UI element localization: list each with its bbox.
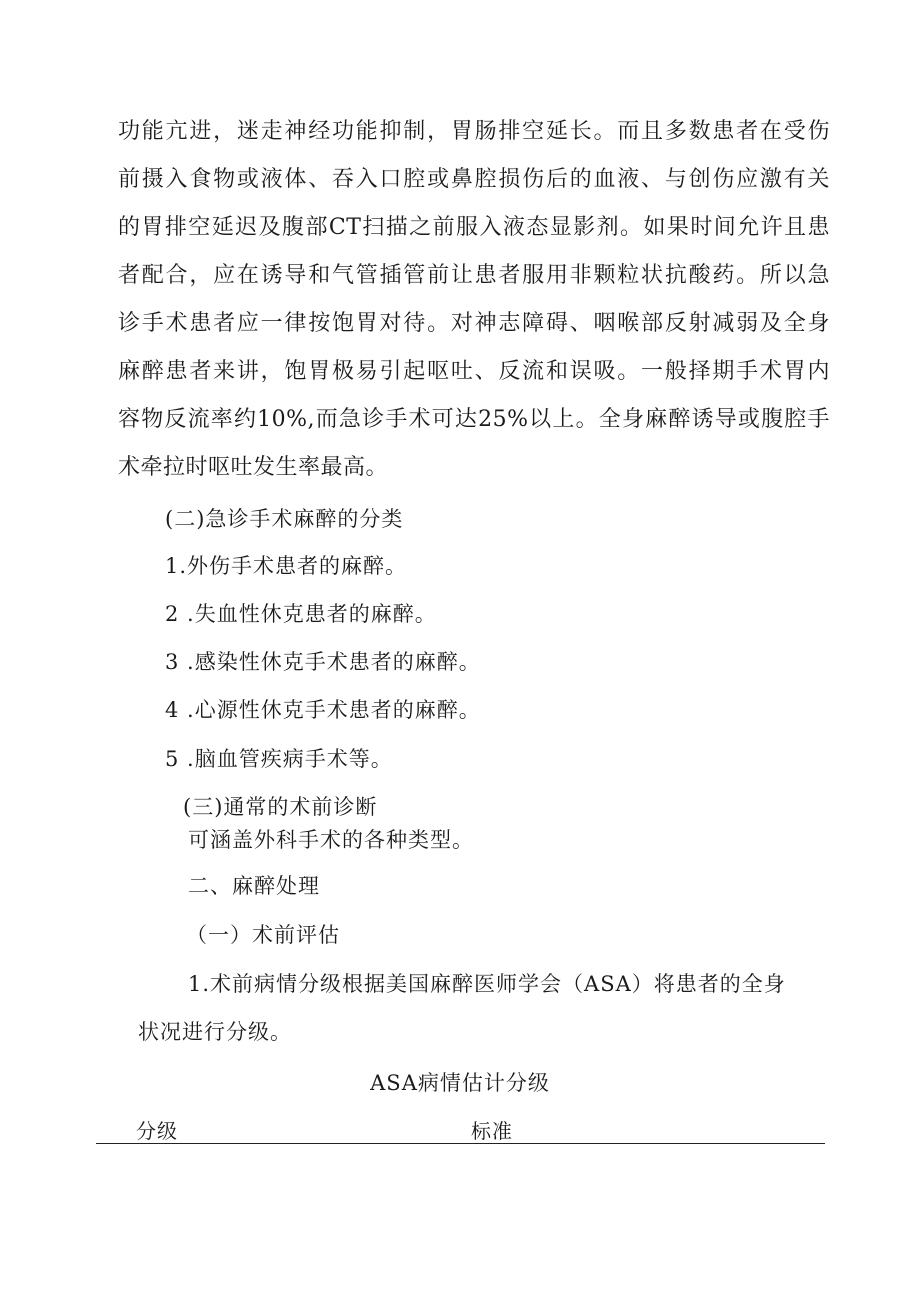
list-item: 5 .脑血管疾病手术等。 — [165, 747, 393, 771]
paragraph-line: 功能亢进，迷走神经功能抑制，胃肠排空延长。而且多数患者在受伤 — [118, 119, 830, 144]
table-caption: ASA病情估计分级 — [370, 1071, 550, 1095]
part-heading-anesthesia: 二、麻醉处理 — [188, 874, 320, 898]
list-item: 3 .感染性休克手术患者的麻醉。 — [165, 650, 481, 674]
section-text: 可涵盖外科手术的各种类型。 — [188, 828, 474, 852]
table-header-grade: 分级 — [136, 1119, 178, 1143]
list-item: 2 .失血性休克患者的麻醉。 — [165, 602, 437, 626]
paragraph-line: 麻醉患者来讲，饱胃极易引起呕吐、反流和误吸。一般择期手术胃内 — [118, 359, 830, 384]
paragraph-line: 的胃排空延迟及腹部CT扫描之前服入液态显影剂。如果时间允许且患 — [118, 215, 830, 240]
paragraph-line: 容物反流率约10%,而急诊手术可达25%以上。全身麻醉诱导或腹腔手 — [118, 407, 830, 432]
paragraph-line: 状况进行分级。 — [138, 1020, 292, 1044]
paragraph-line: 者配合，应在诱导和气管插管前让患者服用非颗粒状抗酸药。所以急 — [118, 263, 830, 288]
list-item: 4 .心源性休克手术患者的麻醉。 — [165, 698, 481, 722]
sub-heading-preop-evaluation: （一）术前评估 — [186, 923, 340, 947]
list-item: 1.外伤手术患者的麻醉。 — [165, 554, 408, 578]
paragraph-line: 术牵拉时呕吐发生率最高。 — [118, 455, 389, 480]
table-rule — [96, 1143, 825, 1144]
table-header-criteria: 标准 — [471, 1119, 513, 1143]
paragraph-line: 1.术前病情分级根据美国麻醉医师学会（ASA）将患者的全身 — [188, 972, 786, 996]
paragraph-line: 前摄入食物或液体、吞入口腔或鼻腔损伤后的血液、与创伤应激有关 — [118, 167, 830, 192]
paragraph-line: 诊手术患者应一律按饱胃对待。对神志障碍、咽喉部反射减弱及全身 — [118, 311, 830, 336]
section-heading-classification: (二)急诊手术麻醉的分类 — [165, 507, 404, 531]
section-heading-diagnosis: (三)通常的术前诊断 — [183, 795, 378, 819]
